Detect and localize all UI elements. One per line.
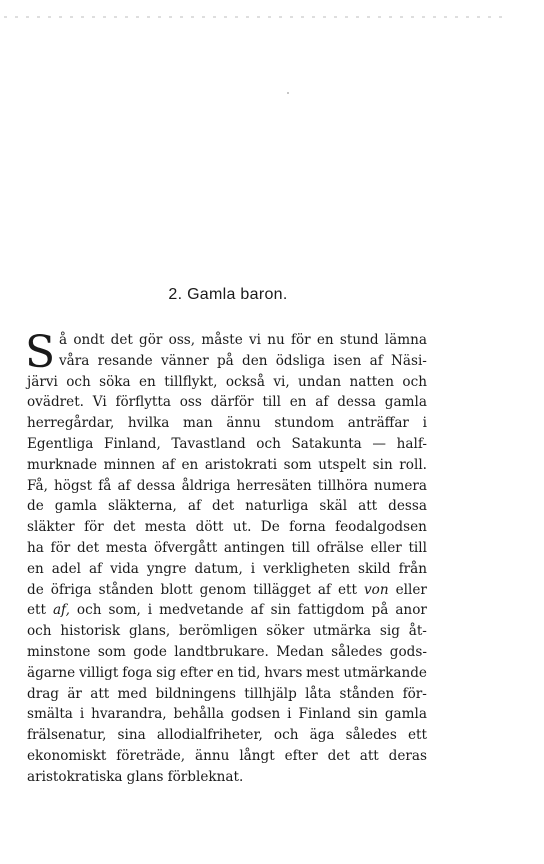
word: lämna (384, 332, 427, 348)
word: datum, (194, 560, 243, 577)
word: villigt (79, 664, 119, 681)
word: historisk (60, 623, 121, 640)
word: till (408, 539, 427, 556)
word: och (273, 727, 299, 744)
text-line (27, 642, 427, 663)
word: släkter (27, 519, 75, 536)
word: därför (210, 394, 254, 411)
word: drag (27, 685, 60, 702)
text-line (27, 392, 427, 413)
word: gods- (389, 643, 427, 660)
word: med (117, 685, 148, 702)
word: ännu (226, 415, 261, 432)
word: aristokrati (204, 456, 278, 473)
word: söker (266, 623, 305, 640)
word: i (287, 706, 292, 723)
word: frälsenatur, (27, 727, 107, 744)
word: af (317, 581, 331, 598)
word: eller (395, 581, 427, 598)
word: ännu (195, 747, 230, 764)
drop-cap: S (25, 327, 56, 378)
word: gamla (384, 394, 427, 411)
word: vänner (160, 352, 209, 369)
word: De (260, 519, 280, 536)
word: minnen (103, 456, 156, 473)
word: glans (126, 768, 164, 785)
word: minstone (27, 643, 91, 660)
word: efter (179, 664, 214, 681)
word: resande (97, 352, 153, 369)
word: å (59, 332, 68, 348)
word: ett (337, 581, 357, 598)
word: ovädret. (27, 394, 84, 411)
word: gode (133, 643, 167, 660)
word: och (27, 623, 52, 640)
word: dessa (136, 477, 176, 494)
text-line (27, 663, 427, 684)
word: deras (388, 747, 427, 764)
word: Egentliga (27, 435, 94, 452)
word: bildningens (155, 685, 236, 702)
word: tid, (237, 664, 261, 681)
word: Medan (276, 643, 324, 660)
word: allodialfriheter, (156, 727, 263, 744)
word: åt- (408, 623, 427, 640)
word: det (327, 747, 350, 764)
word: sin (357, 706, 378, 723)
word: numera (373, 477, 427, 494)
word: foga (122, 664, 153, 681)
word: Satakunta (291, 435, 362, 452)
word: aristokratiska (27, 768, 123, 785)
word: Näsi- (390, 352, 427, 369)
word: stånden (339, 685, 395, 702)
word: måste (201, 332, 243, 348)
word: efter (284, 747, 318, 764)
word: sina (117, 727, 146, 744)
word: som (97, 643, 126, 660)
word: af (117, 477, 131, 494)
text-line (27, 684, 427, 705)
word: oss (179, 394, 202, 411)
text-line (27, 559, 427, 580)
word: skild (357, 560, 391, 577)
word: i (422, 415, 427, 432)
word: anträffar (347, 415, 409, 432)
word: de (27, 581, 44, 598)
word: medvetande (159, 602, 244, 619)
word: utmärkande (343, 664, 427, 681)
text-line (27, 725, 427, 746)
word: låta (305, 685, 332, 702)
word: således (345, 727, 397, 744)
word: sin (372, 456, 393, 473)
scan-artifact-top (4, 16, 504, 18)
text-line (27, 330, 427, 351)
word: till (262, 394, 281, 411)
word: söka (99, 373, 131, 390)
word: ägarne (27, 664, 76, 681)
word: en (216, 664, 234, 681)
word: af (250, 602, 264, 619)
word: Tavastland (171, 435, 246, 452)
word: sig (379, 623, 400, 640)
word: en (316, 332, 334, 348)
word: af (315, 394, 329, 411)
scan-artifact-dot (287, 92, 289, 94)
text-line (27, 767, 427, 788)
word: gör (139, 332, 163, 348)
word: en (181, 456, 199, 473)
word: antingen (223, 539, 285, 556)
word: naturliga (245, 498, 309, 515)
text-line (27, 600, 427, 621)
word: — (372, 435, 386, 452)
word: ofrälse (316, 539, 364, 556)
word: i (147, 602, 153, 619)
word: tillflykt, (164, 373, 218, 390)
word: ondt (73, 332, 105, 348)
word: vi (249, 332, 262, 348)
word: långt (239, 747, 275, 764)
word: herresäten (236, 477, 312, 494)
word: det (76, 539, 100, 556)
word: glans, (128, 623, 171, 640)
word: således (331, 643, 383, 660)
word: gamla (384, 706, 427, 723)
word: sig (156, 664, 177, 681)
word: företräde, (116, 747, 186, 764)
word: och (256, 435, 281, 452)
word: att (90, 685, 110, 702)
word: stund (339, 332, 379, 348)
word: är (67, 685, 82, 702)
word: herregårdar, (27, 415, 115, 432)
text-line (27, 372, 427, 393)
word: från (398, 560, 427, 577)
word: oss, (168, 332, 196, 348)
word: ut. (232, 519, 252, 536)
word: vida (110, 560, 139, 577)
word: dessa (388, 498, 427, 515)
word: dött (195, 519, 224, 536)
text-line (27, 621, 427, 642)
text-line (27, 704, 427, 725)
word: berömligen (178, 623, 258, 640)
word: undan (298, 373, 342, 390)
text-line (27, 517, 427, 538)
word: Få, (27, 477, 48, 494)
text-line (27, 455, 427, 476)
word: man (183, 415, 213, 432)
word: ha (27, 539, 44, 556)
body-paragraph (25, 327, 427, 788)
word: murknade (27, 456, 97, 473)
word: hvars (264, 664, 303, 681)
word: landtbrukare. (174, 643, 269, 660)
word: mesta (105, 539, 148, 556)
word: en (289, 394, 307, 411)
word: och (402, 373, 427, 390)
word: det (212, 498, 235, 515)
word: öfvergått (153, 539, 218, 556)
word: som, (108, 602, 141, 619)
word: för (290, 332, 311, 348)
word: von (363, 581, 389, 598)
word: som (283, 456, 312, 473)
word: också (225, 373, 265, 390)
word: af (161, 456, 175, 473)
word: tillägget (253, 581, 311, 598)
word: Vi (92, 394, 107, 411)
word: och (76, 602, 102, 619)
word: genom (199, 581, 247, 598)
word: på (371, 602, 389, 619)
word: öfriga (50, 581, 92, 598)
word: Finland, (104, 435, 161, 452)
word: yngre (146, 560, 187, 577)
text-line (27, 538, 427, 559)
word: tillhjälp (244, 685, 297, 702)
word: fattigdom (297, 602, 365, 619)
word: en (139, 373, 156, 390)
word: ödsliga (275, 352, 326, 369)
word: det (113, 519, 136, 536)
word: för (50, 539, 71, 556)
word: tillhöra (317, 477, 368, 494)
word: en (27, 560, 44, 577)
word: mest (306, 664, 340, 681)
word: smälta (27, 706, 73, 723)
word: behålla (173, 706, 224, 723)
word: adel (51, 560, 81, 577)
word: ett (27, 602, 46, 619)
word: godsen (230, 706, 281, 723)
word: högst (54, 477, 93, 494)
word: i (79, 706, 85, 723)
word: förbleknat. (167, 768, 244, 785)
word: de (27, 498, 44, 515)
text-line (27, 476, 427, 497)
word: att (359, 747, 379, 764)
text-line (27, 496, 427, 517)
word: äga (309, 727, 335, 744)
word: vi, (273, 373, 290, 390)
word: blott (160, 581, 193, 598)
word: nu (267, 332, 285, 348)
word: för- (402, 685, 427, 702)
word: mesta (144, 519, 187, 536)
word: i (250, 560, 256, 577)
word: af (187, 498, 201, 515)
word: våra (59, 352, 90, 369)
word: half- (396, 435, 427, 452)
word: af (88, 560, 103, 577)
word: af (369, 352, 383, 369)
text-line (27, 580, 427, 601)
word: släkterna, (107, 498, 177, 515)
text-line (27, 746, 427, 767)
word: af, (52, 602, 70, 619)
text-line (27, 434, 427, 455)
word: anor (395, 602, 427, 619)
word: dessa (337, 394, 377, 411)
word: för (84, 519, 104, 536)
word: åldriga (181, 477, 231, 494)
word: ett (407, 727, 427, 744)
word: gamla (54, 498, 97, 515)
text-line (27, 351, 427, 372)
word: eller (370, 539, 402, 556)
word: utmärka (313, 623, 372, 640)
word: natten (349, 373, 395, 390)
word: skäl (319, 498, 348, 515)
word: stundom (274, 415, 335, 432)
word: hvilka (127, 415, 170, 432)
word: isen (333, 352, 362, 369)
word: att (358, 498, 378, 515)
word: feodalgodsen (335, 519, 427, 536)
word: och (66, 373, 91, 390)
word: på (216, 352, 234, 369)
word: verkligheten (263, 560, 350, 577)
word: Finland (298, 706, 351, 723)
word: ekonomiskt (27, 747, 107, 764)
word: forna (289, 519, 326, 536)
word: hvarandra, (91, 706, 167, 723)
word: den (242, 352, 268, 369)
word: förflytta (115, 394, 171, 411)
word: järvi (27, 373, 58, 390)
word: få (98, 477, 112, 494)
word: roll. (399, 456, 427, 473)
word: till (291, 539, 310, 556)
word: det (110, 332, 133, 348)
word: stånden (98, 581, 154, 598)
chapter-title: 2. Gamla baron. (168, 286, 288, 303)
word: utspelt (318, 456, 367, 473)
word: sin (270, 602, 291, 619)
text-line (27, 413, 427, 434)
